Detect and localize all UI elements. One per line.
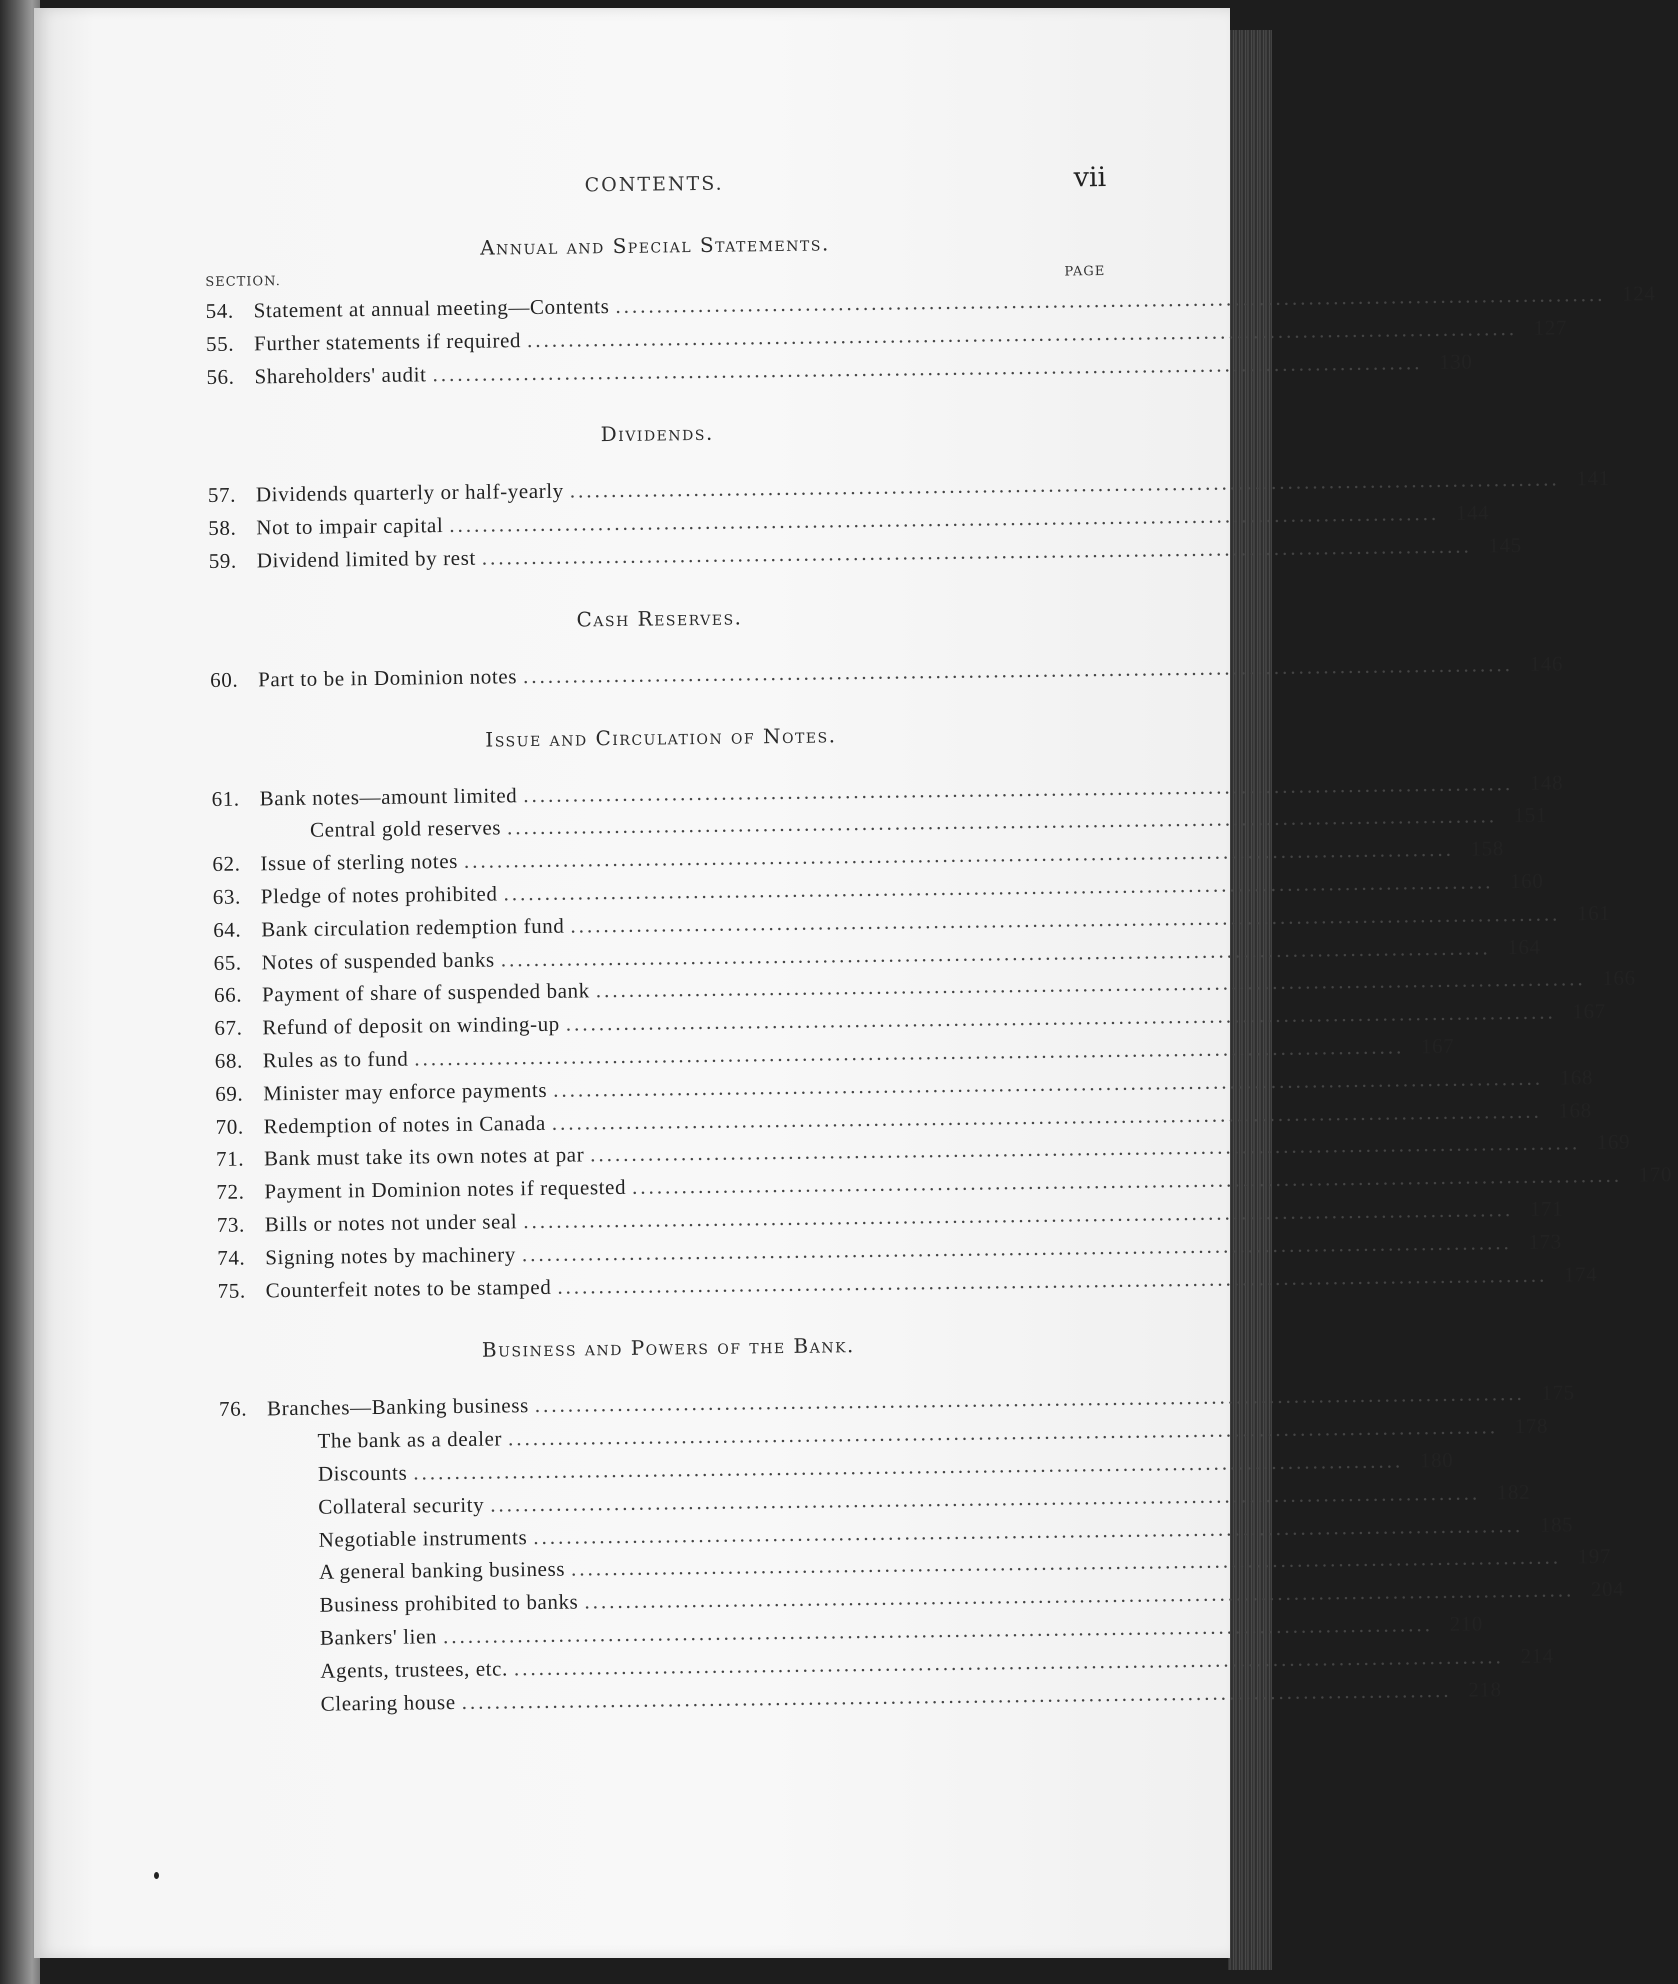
- section-title: Cash Reserves.: [576, 605, 743, 632]
- entry-page: 169: [1596, 1129, 1631, 1155]
- entry-number: 76.: [218, 1396, 248, 1422]
- entry-page: 167: [1572, 999, 1606, 1024]
- leader-dots: ........................................................................................................................: [584, 1577, 1575, 1614]
- entry-page: 158: [1470, 836, 1505, 861]
- entry-title: Rules as to fund: [262, 1046, 409, 1073]
- entry-list: [218, 1380, 1625, 1721]
- entry-number: 69.: [215, 1081, 244, 1106]
- leader-dots: ........................................................................................................................: [463, 836, 1455, 874]
- entry-number: 55.: [205, 331, 235, 356]
- entry-title: Signing notes by machinery: [265, 1242, 517, 1270]
- entry-page: 161: [1576, 900, 1611, 926]
- entry-page: 164: [1507, 934, 1541, 959]
- entry-page: 178: [1514, 1413, 1549, 1439]
- entry-number: [222, 1645, 320, 1646]
- leader-dots: ........................................................................................................................: [595, 966, 1586, 1003]
- entry-number: 74.: [217, 1245, 246, 1270]
- entry-page: 144: [1455, 500, 1490, 525]
- leader-dots: ........................................................................................................................: [523, 1197, 1514, 1234]
- section-title: Annual and Special Statements.: [479, 231, 830, 260]
- entry-page: 124: [1621, 281, 1656, 306]
- entry-page: 171: [1529, 1196, 1564, 1221]
- leader-dots: ........................................................................................................................: [500, 934, 1491, 971]
- entry-number: 57.: [207, 483, 237, 508]
- entry-title: Shareholders' audit: [254, 361, 427, 388]
- leader-dots: ........................................................................................................................: [442, 1612, 1434, 1649]
- leader-dots: ........................................................................................................................: [570, 901, 1561, 938]
- entry-number: 60.: [210, 667, 239, 692]
- entry-page: 180: [1419, 1447, 1454, 1473]
- leader-dots: ........................................................................................................................: [631, 1162, 1623, 1199]
- entry-title: Clearing house: [320, 1689, 456, 1716]
- leader-dots: ........................................................................................................................: [526, 315, 1518, 352]
- entry-number: [222, 1612, 320, 1613]
- leader-dots: ........................................................................................................................: [432, 349, 1423, 386]
- entry-number: 61.: [211, 786, 240, 811]
- entry-title: Discounts: [317, 1460, 408, 1486]
- entry-number: 59.: [208, 548, 237, 573]
- leader-dots: ........................................................................................................................: [569, 466, 1560, 503]
- entry-title: The bank as a dealer: [317, 1426, 503, 1453]
- entry-title: Bankers' lien: [319, 1624, 438, 1650]
- entry-title: Notes of suspended banks: [261, 947, 495, 974]
- running-title: CONTENTS.: [584, 172, 724, 197]
- entry-title: Redemption of notes in Canada: [263, 1110, 546, 1138]
- entry-title: Statement at annual meeting—Contents: [253, 294, 610, 323]
- entry-page: 141: [1576, 466, 1610, 491]
- entry-title: Bank must take its own notes at par: [263, 1142, 585, 1171]
- entry-number: [223, 1710, 321, 1711]
- entry-page: 151: [1513, 803, 1548, 828]
- column-head-page: PAGE: [1064, 263, 1106, 280]
- entry-page: 167: [1420, 1033, 1455, 1059]
- entry-page: 218: [1468, 1676, 1502, 1702]
- page-folio: vii: [1073, 161, 1107, 194]
- leader-dots: ........................................................................................................................: [522, 651, 1514, 688]
- entry-page: 214: [1520, 1643, 1554, 1668]
- leader-dots: ........................................................................................................................: [590, 1130, 1581, 1167]
- entry-page: 197: [1577, 1544, 1612, 1569]
- leader-dots: ........................................................................................................................: [552, 1065, 1544, 1102]
- entry-page: 130: [1438, 349, 1473, 374]
- section-title: Dividends.: [600, 421, 714, 447]
- entry-number: 62.: [212, 851, 241, 877]
- entry-title: A general banking business: [318, 1557, 566, 1585]
- entry-number: [222, 1677, 320, 1678]
- leader-dots: ........................................................................................................................: [507, 1414, 1499, 1451]
- entry-number: 75.: [217, 1278, 246, 1303]
- entry-number: 56.: [206, 364, 235, 389]
- entry-page: 175: [1541, 1380, 1575, 1406]
- entry-title: Collateral security: [318, 1492, 485, 1519]
- entry-title: Further statements if required: [253, 327, 522, 356]
- section-title: Issue and Circulation of Notes.: [485, 722, 837, 752]
- entry-page: 204: [1590, 1576, 1625, 1602]
- entry-page: 170: [1638, 1162, 1673, 1187]
- entry-number: 66.: [213, 982, 243, 1008]
- contents-body: [204, 161, 1673, 1721]
- entry-number: 72.: [216, 1179, 245, 1205]
- entry-number: 58.: [208, 515, 237, 541]
- leader-dots: ........................................................................................................................: [413, 1448, 1404, 1485]
- leader-dots: ........................................................................................................................: [503, 869, 1494, 906]
- entry-title: Agents, trustees, etc.: [320, 1656, 509, 1683]
- entry-number: 70.: [215, 1114, 244, 1139]
- entry-title: Negotiable instruments: [318, 1524, 528, 1552]
- entry-page: 146: [1529, 651, 1564, 676]
- leader-dots: ........................................................................................................................: [414, 1034, 1405, 1071]
- entry-title: Not to impair capital: [256, 513, 444, 540]
- entry-page: 127: [1533, 315, 1568, 340]
- entry-page: 145: [1488, 532, 1522, 558]
- entry-number: 67.: [214, 1015, 243, 1041]
- entry-title: Part to be in Dominion notes: [258, 663, 518, 692]
- entry-page: 182: [1496, 1479, 1531, 1505]
- leader-dots: ........................................................................................................................: [461, 1677, 1452, 1714]
- leader-dots: ........................................................................................................................: [557, 1262, 1548, 1299]
- entry-page: 168: [1558, 1097, 1592, 1123]
- leader-dots: ........................................................................................................................: [506, 803, 1498, 840]
- entry-page: 168: [1559, 1064, 1594, 1090]
- leader-dots: ........................................................................................................................: [565, 999, 1556, 1036]
- entry-number: [221, 1579, 319, 1580]
- entry-title: Bank circulation redemption fund: [261, 913, 565, 942]
- entry-number: 68.: [214, 1048, 244, 1073]
- leader-dots: ........................................................................................................................: [521, 1229, 1512, 1266]
- entry-title: Dividend limited by rest: [256, 545, 476, 573]
- leader-dots: ........................................................................................................................: [551, 1098, 1542, 1135]
- entry-page: 166: [1602, 965, 1636, 991]
- entry-page: 174: [1563, 1261, 1598, 1286]
- entry-number: [212, 837, 310, 838]
- leader-dots: ........................................................................................................................: [513, 1643, 1504, 1681]
- entry-number: 54.: [205, 298, 234, 323]
- entry-number: [220, 1448, 318, 1449]
- entry-title: Bank notes—amount limited: [259, 782, 518, 810]
- entry-title: Issue of sterling notes: [260, 849, 459, 876]
- entry-number: [220, 1513, 318, 1514]
- entry-title: Refund of deposit on winding-up: [262, 1011, 560, 1040]
- entry-title: Payment in Dominion notes if requested: [264, 1175, 627, 1204]
- book-page: [34, 8, 1673, 1958]
- entry-number: [221, 1546, 319, 1547]
- entry-number: 63.: [212, 884, 242, 909]
- leader-dots: ........................................................................................................................: [481, 533, 1472, 570]
- leader-dots: ........................................................................................................................: [490, 1480, 1481, 1517]
- column-head-section: SECTION.: [205, 274, 281, 290]
- leader-dots: ........................................................................................................................: [449, 501, 1440, 538]
- leader-dots: ........................................................................................................................: [523, 770, 1514, 807]
- entry-page: 185: [1539, 1511, 1574, 1537]
- entry-page: 160: [1509, 868, 1544, 894]
- entry-page: 173: [1528, 1229, 1562, 1254]
- entry-title: Central gold reserves: [309, 815, 502, 843]
- entry-number: 64.: [213, 917, 242, 942]
- ink-speck: [154, 1872, 159, 1879]
- entry-title: Pledge of notes prohibited: [260, 881, 498, 909]
- entry-title: Dividends quarterly or half-yearly: [255, 479, 564, 507]
- entry-number: 73.: [216, 1212, 246, 1237]
- entry-title: Payment of share of suspended bank: [261, 978, 590, 1007]
- entry-title: Counterfeit notes to be stamped: [265, 1274, 552, 1302]
- entry-number: 65.: [213, 950, 242, 975]
- section-title: Business and Powers of the Bank.: [481, 1333, 855, 1363]
- entry-title: Minister may enforce payments: [263, 1077, 548, 1106]
- entry-page: 148: [1529, 770, 1564, 795]
- entry-title: Business prohibited to banks: [319, 1589, 579, 1617]
- entry-title: Branches—Banking business: [266, 1393, 529, 1421]
- entry-list: [207, 466, 1610, 577]
- entry-number: 71.: [215, 1146, 245, 1172]
- entry-page: 210: [1449, 1611, 1484, 1636]
- entry-list: [211, 770, 1673, 1308]
- entry-number: [220, 1481, 318, 1482]
- entry-title: Bills or notes not under seal: [264, 1209, 518, 1237]
- leader-dots: ........................................................................................................................: [534, 1381, 1525, 1418]
- leader-dots: ........................................................................................................................: [615, 281, 1606, 318]
- leader-dots: ........................................................................................................................: [533, 1512, 1524, 1549]
- leader-dots: ........................................................................................................................: [570, 1544, 1562, 1581]
